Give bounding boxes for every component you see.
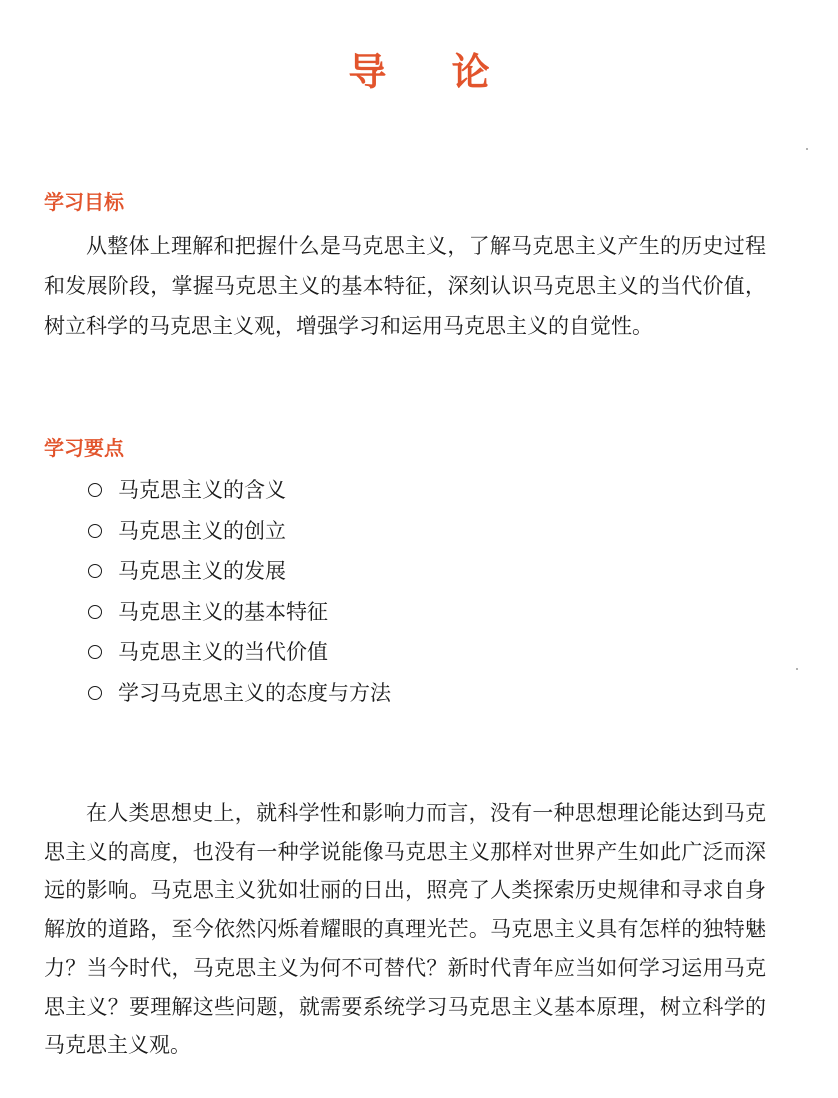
scan-speck [806,148,808,150]
circle-bullet-icon [88,524,102,538]
circle-bullet-icon [88,645,102,659]
circle-bullet-icon [88,564,102,578]
learning-goals-heading: 学习目标 [44,190,124,214]
list-item-label: 马克思主义的基本特征 [118,599,328,624]
scan-speck [796,668,798,670]
list-item-label: 马克思主义的含义 [118,478,286,502]
key-points-heading: 学习要点 [44,436,124,460]
list-item [88,470,391,511]
key-points-list [88,470,391,713]
chapter-title: 导 论 [348,50,516,95]
list-item [88,632,391,673]
list-item [88,551,391,592]
list-item [88,592,391,633]
list-item-label: 马克思主义的创立 [118,518,286,543]
learning-goals-paragraph: 从整体上理解和把握什么是马克思主义，了解马克思主义产生的历史过程和发展阶段，掌握马克思主义的基本特征，深刻认识马克思主义的当代价值，树立科学的马克思主义观，增强学习和运用马克思主义的自觉性。 [44,234,766,338]
list-item-label: 马克思主义的发展 [118,559,286,583]
circle-bullet-icon [88,483,102,497]
circle-bullet-icon [88,605,102,619]
list-item-label: 学习马克思主义的态度与方法 [118,680,391,705]
list-item [88,511,391,552]
list-item-label: 马克思主义的当代价值 [118,640,328,664]
circle-bullet-icon [88,686,102,700]
intro-paragraph: 在人类思想史上，就科学性和影响力而言，没有一种思想理论能达到马克思主义的高度，也没有一种学说能像马克思主义那样对世界产生如此广泛而深远的影响。马克思主义犹如壮丽的日出，照亮了人类探索历史规律和寻求自身解放的道路，至今依然闪烁着耀眼的真理光芒。马克思主义具有怎样的独特魅力？当今时代，马克思主义为何不可替代？新时代青年应当如何学习运用马克思主义？要理解这些问题，就需要系统学习马克思主义基本原理，树立科学的马克思主义观。 [44,801,766,1058]
list-item [88,673,391,714]
